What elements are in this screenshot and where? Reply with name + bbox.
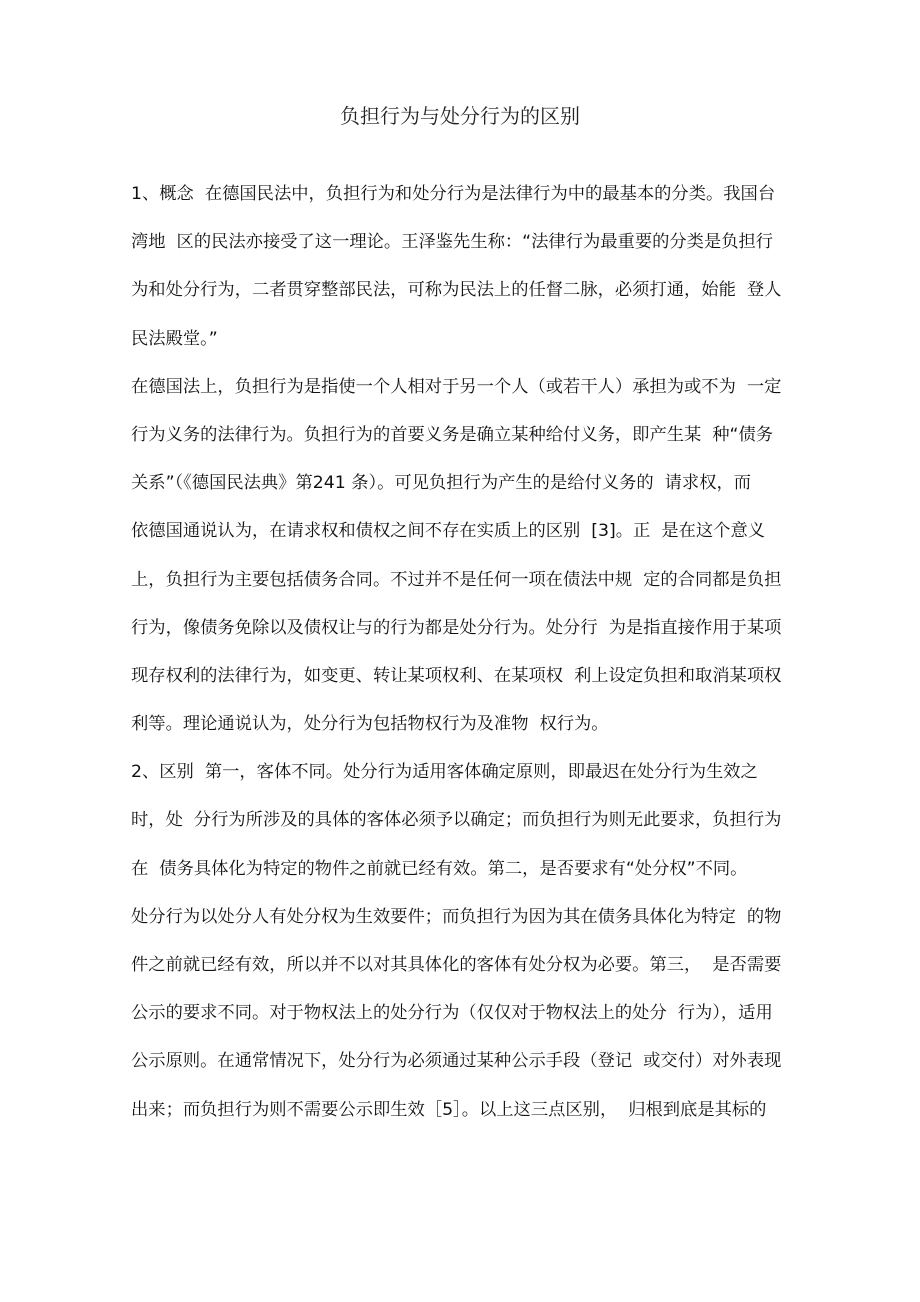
text-line: 行为，像债务免除以及债权让与的行为都是处分行为。处分行 为是指直接作用于某项 [131, 617, 782, 638]
text-line: 2、区别 第一，客体不同。处分行为适用客体确定原则，即最迟在处分行为生效之 [131, 762, 758, 783]
text-line: 在德国法上，负担行为是指使一个人相对于另一个人（或若干人）承担为或不为 一定 [131, 376, 782, 397]
text-line: 出来；而负担行为则不需要公示即生效［5］。以上这三点区别， 归根到底是其标的 [131, 1099, 767, 1120]
text-line: 件之前就已经有效，所以并不以对其具体化的客体有处分权为必要。第三， 是否需要 [131, 955, 782, 975]
document-title: 负担行为与处分行为的区别 [340, 104, 580, 128]
text-line: 依德国通说认为，在请求权和债权之间不存在实质上的区别 [3]。正 是在这个意义 [131, 521, 766, 542]
text-line: 上，负担行为主要包括债务合同。不过并不是任何一项在债法中规 定的合同都是负担 [131, 569, 782, 590]
text-line: 在 债务具体化为特定的物件之前就已经有效。第二，是否要求有“处分权”不同。 [131, 858, 748, 879]
text-line: 民法殿堂。” [131, 328, 218, 349]
text-line: 1、概念 在德国民法中，负担行为和处分行为是法律行为中的最基本的分类。我国台 [131, 184, 776, 204]
text-line: 公示原则。在通常情况下，处分行为必须通过某种公示手段（登记 或交付）对外表现 [131, 1051, 782, 1072]
text-line: 现存权利的法律行为，如变更、转让某项权利、在某项权 利上设定负担和取消某项权 [131, 665, 782, 686]
text-line: 湾地 区的民法亦接受了这一理论。王泽鉴先生称：“法律行为最重要的分类是负担行 [131, 232, 774, 253]
text-line: 关系”（《德国民法典》第241 条）。可见负担行为产生的是给付义务的 请求权，而 [131, 473, 752, 494]
text-line: 处分行为以处分人有处分权为生效要件；而负担行为因为其在债务具体化为特定 的物 [131, 906, 782, 927]
document-body [131, 170, 801, 1134]
text-line: 利等。理论通说认为，处分行为包括物权行为及准物 权行为。 [131, 714, 609, 735]
text-line: 时，处 分行为所涉及的具体的客体必须予以确定；而负担行为则无此要求，负担行为 [131, 810, 782, 831]
text-line: 为和处分行为，二者贯穿整部民法，可称为民法上的任督二脉，必须打通，始能 登人 [131, 280, 782, 301]
text-line: 公示的要求不同。对于物权法上的处分行为（仅仅对于物权法上的处分 行为），适用 [131, 1003, 773, 1024]
text-line: 行为义务的法律行为。负担行为的首要义务是确立某种给付义务，即产生某 种“债务 [131, 424, 774, 445]
